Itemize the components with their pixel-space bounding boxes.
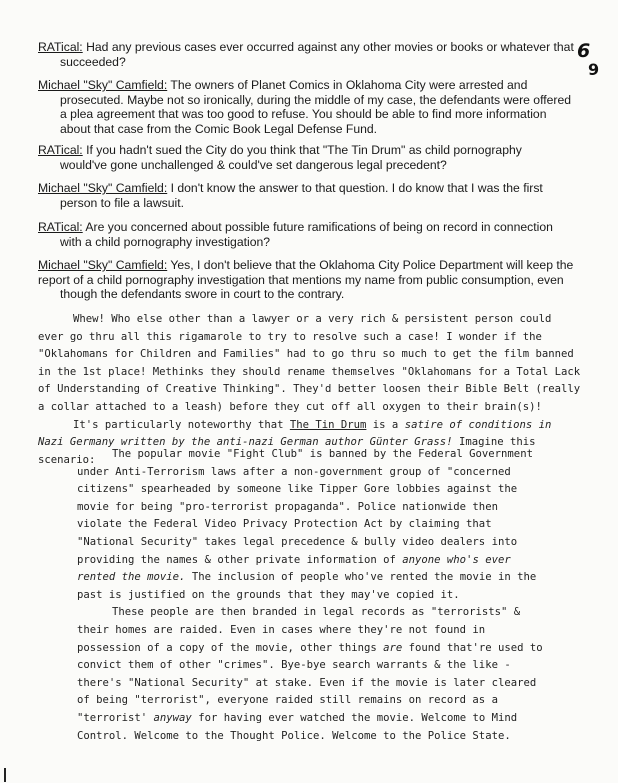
qa-question-2: [38, 143, 578, 172]
qa-text-continued: person to file a lawsuit.: [60, 195, 184, 210]
commentary-paragraph-1: Whew! Who else other than a lawyer or a very rich & persistent person could ever go thru all this rigamarole to try to resolve such a case! I wonder if the "Oklahomans for Children and Families" had to go thru so much to get the film banned in the 1st place! Methinks they should rename themselves "Oklahomans for a Total Lack of Understanding of Creative Thinking". They'd better loosen their Bible Belt (really a collar attached to a leash) before they cut off all oxygen to their brain(s)!: [38, 313, 581, 413]
text-run: It's particularly noteworthy that: [73, 418, 290, 431]
text-run: Imagine this scenario:: [38, 436, 536, 466]
text-run: These people are then branded in legal records as "terrorists" & their homes are raided. Even in cases where they're not found in possession of a copy of the movie, other things: [77, 606, 521, 654]
speaker-label: RATical:: [38, 220, 83, 234]
italic-text: anyway: [153, 711, 192, 724]
text-run: The popular movie "Fight Club" is banned by the Federal Government under Anti-Terrorism laws after a non-government group of "concerned citizens" spearheaded by someone like Tipper Gore lobbies against the movie for being "pro-terrorist propaganda". Police nationwide then violate the Federal Video Privacy Protection Act by claiming that "National Security" takes legal precedence & bully video dealers into providing the names & other private information of: [77, 448, 533, 566]
qa-question-3: [38, 220, 578, 249]
qa-text-continued: with a child pornography investigation?: [60, 234, 271, 249]
qa-text: Had any previous cases ever occurred against any other movies or books or whatever that: [82, 40, 574, 54]
italic-text: anyone who's ever rented the movie.: [77, 553, 511, 584]
italic-text: are: [383, 641, 403, 654]
scenario-paragraph-2: [77, 604, 547, 745]
text-run: found that're used to convict them of other "crimes". Bye-bye search warrants & the like - there's "National Security" at stake. Even if the movie is later cleared of being "terrorist", everyone raided still remains on record as a "terrorist': [77, 641, 543, 724]
qa-text-continued: would've gone unchallenged & could've set dangerous legal precedent?: [60, 157, 447, 172]
qa-answer-3: [38, 258, 578, 302]
qa-text: Yes, I don't believe that the Oklahoma City Police Department will keep the report of a child pornography investigation that mentions my name from public consumption, even: [38, 258, 574, 287]
qa-text-continued: though the defendants swore in court to the contrary.: [60, 287, 345, 301]
scenario-quote: [77, 446, 547, 745]
speaker-label: RATical:: [38, 40, 83, 54]
page-number-first: 6: [577, 40, 591, 62]
film-title: The Tin Drum: [289, 418, 367, 431]
qa-text: I don't know the answer to that question. I do know that I was the first: [167, 181, 543, 195]
qa-text-continued: prosecuted. Maybe not so ironically, during the middle of my case, the defendants were offered a plea agreement that was too good to refuse. You should be able to find more information about that case from the Comic Book Legal Defense Fund.: [60, 92, 572, 136]
scenario-paragraph-1: [77, 446, 547, 604]
qa-text: Are you concerned about possible future ramifications of being on record in connection: [82, 220, 553, 234]
text-run: The inclusion of people who've rented the movie in the past is justified on the grounds that they may've copied it.: [77, 571, 537, 601]
qa-text: If you hadn't sued the City do you think that "The Tin Drum" as child pornography: [82, 143, 522, 157]
qa-question-1: [38, 40, 578, 69]
qa-text-continued: succeeded?: [60, 54, 126, 69]
italic-text: satire of conditions in Nazi Germany written by the anti-nazi German author Günter Grass!: [38, 418, 552, 449]
page-number-second: 9: [588, 60, 600, 79]
text-run: is a: [366, 418, 405, 431]
qa-text: The owners of Planet Comics in Oklahoma City were arrested and: [167, 78, 528, 92]
speaker-label: RATical:: [38, 143, 83, 157]
speaker-label: Michael "Sky" Camfield:: [38, 181, 168, 195]
qa-answer-1: [38, 78, 578, 136]
speaker-label: Michael "Sky" Camfield:: [38, 258, 168, 272]
speaker-label: Michael "Sky" Camfield:: [38, 78, 168, 92]
text-run: for having ever watched the movie. Welcome to Mind Control. Welcome to the Thought Police. Welcome to the Police State.: [77, 711, 518, 742]
qa-answer-2: [38, 181, 578, 210]
scan-edge-mark: [4, 768, 6, 782]
